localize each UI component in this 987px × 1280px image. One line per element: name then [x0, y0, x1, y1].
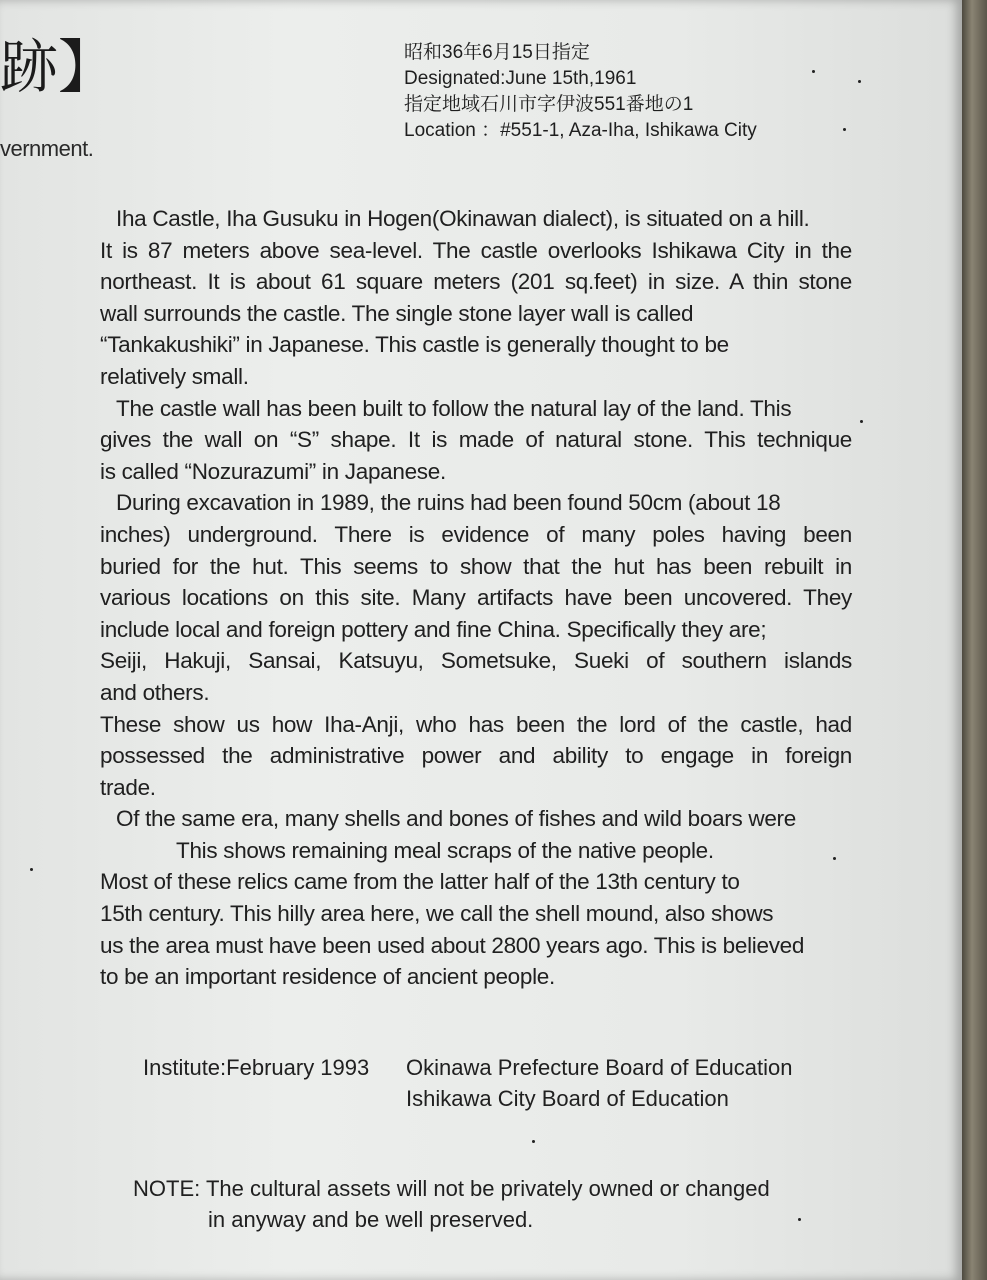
dirt-speck: [30, 868, 33, 871]
sign-subtitle-fragment: vernment.: [0, 136, 94, 161]
board-ishikawa: Ishikawa City Board of Education: [406, 1086, 729, 1111]
body-line: inches) underground. There is evidence of many poles having been: [100, 521, 852, 547]
dirt-speck: [798, 1218, 801, 1221]
dirt-speck: [860, 420, 863, 423]
preservation-note: [133, 1173, 770, 1235]
dirt-speck: [858, 80, 861, 83]
body-line: include local and foreign pottery and fine China. Specifically they are;: [100, 616, 767, 642]
body-line: 15th century. This hilly area here, we call the shell mound, also shows: [100, 901, 774, 927]
body-line: various locations on this site. Many artifacts have been uncovered. They: [100, 585, 852, 611]
body-line: to be an important residence of ancient people.: [100, 964, 555, 990]
body-line: This shows remaining meal scraps of the native people.: [176, 837, 714, 863]
dirt-speck: [833, 857, 836, 860]
institute-date: Institute:February 1993: [143, 1055, 370, 1080]
body-line: During excavation in 1989, the ruins had been found 50cm (about 18: [116, 490, 781, 516]
dirt-speck: [843, 128, 846, 131]
body-line: “Tankakushiki” in Japanese. This castle is generally thought to be: [100, 332, 729, 358]
body-line: northeast. It is about 61 square meters (201 sq.feet) in size. A thin stone: [100, 269, 852, 295]
designation-block: [404, 40, 757, 144]
body-line: Of the same era, many shells and bones of fishes and wild boars were: [116, 806, 796, 832]
body-line: Seiji, Hakuji, Sansai, Katsuyu, Sometsuke, Sueki of southern islands: [100, 648, 852, 674]
note-line-1: NOTE: The cultural assets will not be privately owned or changed: [133, 1176, 770, 1201]
note-line-2: in anyway and be well preserved.: [208, 1207, 534, 1232]
body-line: Most of these relics came from the latter half of the 13th century to: [100, 869, 740, 895]
body-line: It is 87 meters above sea-level. The castle overlooks Ishikawa City in the: [100, 237, 852, 263]
body-line: relatively small.: [100, 363, 249, 389]
body-line: us the area must have been used about 2800 years ago. This is believed: [100, 932, 805, 958]
body-line: is called “Nozurazumi” in Japanese.: [100, 458, 446, 484]
body-line: wall surrounds the castle. The single stone layer wall is called: [100, 300, 694, 326]
location-en: Location ：#551-1, Aza-Iha, Ishikawa City: [404, 120, 757, 141]
designation-date-jp: 昭和36年6月15日指定: [404, 42, 590, 63]
body-line: trade.: [100, 774, 156, 800]
board-credits: [406, 1052, 792, 1114]
sign-title-fragment: 跡】: [0, 33, 117, 101]
body-line: Iha Castle, Iha Gusuku in Hogen(Okinawan dialect), is situated on a hill.: [116, 206, 810, 231]
board-okinawa: Okinawa Prefecture Board of Education: [406, 1055, 793, 1080]
body-line: The castle wall has been built to follow the natural lay of the land. This: [116, 395, 792, 421]
body-line: These show us how Iha-Anji, who has been the lord of the castle, had: [100, 711, 852, 737]
dirt-speck: [812, 70, 815, 73]
description-text: [100, 203, 852, 993]
body-line: buried for the hut. This seems to show that the hut has been rebuilt in: [100, 553, 852, 579]
designation-date-en: Designated:June 15th,1961: [404, 68, 637, 89]
location-jp: 指定地域石川市字伊波551番地の1: [404, 94, 694, 115]
body-line: gives the wall on “S” shape. It is made of natural stone. This technique: [100, 427, 852, 453]
body-line: possessed the administrative power and ability to engage in foreign: [100, 743, 852, 769]
sign-frame-edge: [962, 0, 987, 1280]
dirt-speck: [532, 1140, 535, 1143]
body-line: and others.: [100, 679, 210, 705]
